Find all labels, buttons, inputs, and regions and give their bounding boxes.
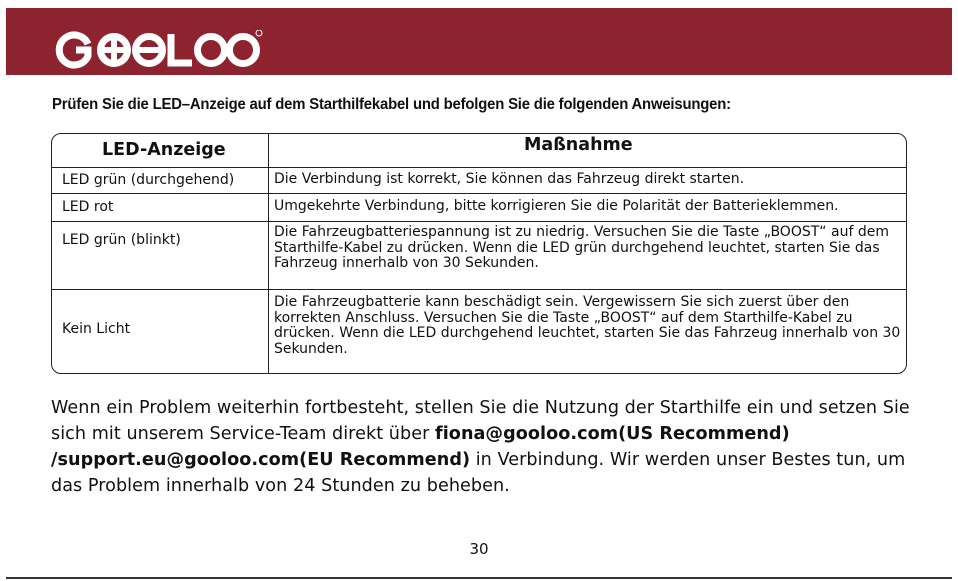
footer-divider (6, 577, 952, 579)
support-paragraph (51, 395, 931, 499)
action-text: Die Fahrzeugbatterie kann beschädigt sein. Vergewissern Sie sich zuerst über den korrekten Anschluss. Versuchen Sie die Taste „BOOST“ auf dem Starthilfe-Kabel zu drücken. Wenn die LED durchgehend leuchtet, starten Sie das Fahrzeug innerhalb von 30 Sekunden. (274, 294, 901, 357)
table-row (52, 221, 906, 289)
support-emails[interactable]: fiona@gooloo.com(US Recommend) /support.eu@gooloo.com(EU Recommend) (51, 424, 790, 470)
header-banner (6, 8, 952, 75)
support-text-after: in Verbindung. Wir werden unser Bestes tun, um das Problem innerhalb von 24 Stunden zu beheben. (51, 450, 906, 496)
page-number: 30 (469, 540, 489, 558)
led-state: Kein Licht (62, 321, 131, 337)
instruction-heading: Prüfen Sie die LED–Anzeige auf dem Starthilfekabel und befolgen Sie die folgenden Anweisungen: (52, 96, 731, 113)
table-row (52, 167, 906, 193)
led-state: LED grün (durchgehend) (62, 172, 235, 188)
led-state: LED grün (blinkt) (62, 232, 181, 248)
action-text: Die Fahrzeugbatteriespannung ist zu niedrig. Versuchen Sie die Taste „BOOST“ auf dem Starthilfe-Kabel zu drücken. Wenn die LED grün durchgehend leuchtet, starten Sie das Fahrzeug innerhalb von 30 Sekunden. (274, 224, 889, 271)
action-text: Die Verbindung ist korrekt, Sie können das Fahrzeug direkt starten. (274, 171, 745, 187)
table-row (52, 289, 906, 374)
table-row (52, 193, 906, 221)
header-action: Maßnahme (524, 135, 633, 155)
support-text-before: Wenn ein Problem weiterhin fortbesteht, stellen Sie die Nutzung der Starthilfe ein und setzen Sie sich mit unserem Service-Team direkt über (51, 398, 910, 444)
led-table (51, 133, 907, 374)
gooloo-logo (54, 30, 264, 70)
header-led: LED-Anzeige (102, 140, 226, 160)
table-header-row (52, 134, 906, 167)
action-text: Umgekehrte Verbindung, bitte korrigieren Sie die Polarität der Batterieklemmen. (274, 198, 839, 214)
led-state: LED rot (62, 199, 114, 215)
